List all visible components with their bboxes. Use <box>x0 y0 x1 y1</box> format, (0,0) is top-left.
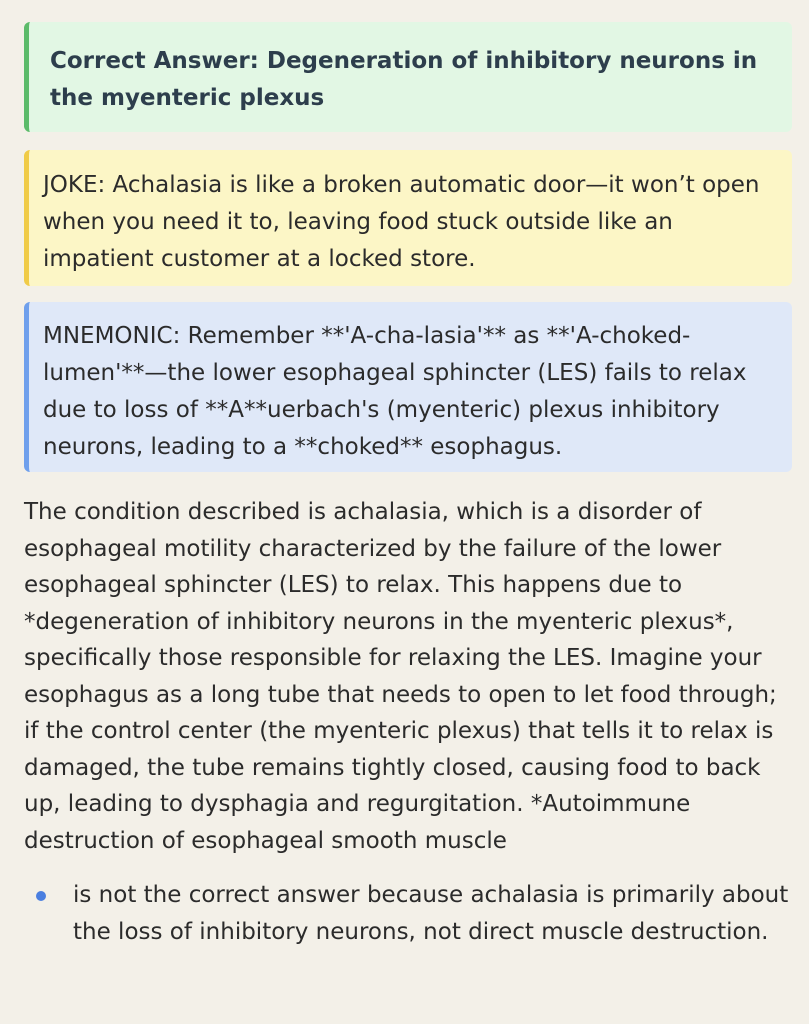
correct-answer-card <box>24 22 792 132</box>
option-bullet-list <box>24 877 792 950</box>
explanation-paragraph: The condition described is achalasia, which is a disorder of esophageal motility characterized by the failure of the lower esophageal sphincter (LES) to relax. This happens due to *degeneration of inhibitory neurons in the myenteric plexus*, specifically those responsible for relaxing the LES. Imagine your esophagus as a long tube that needs to open to let food through; if the control center (the myenteric plexus) that tells it to relax is damaged, the tube remains tightly closed, causing food to back up, leading to dysphagia and regurgitation. *Autoimmune destruction of esophageal smooth muscle <box>24 499 777 854</box>
joke-text: JOKE: Achalasia is like a broken automatic door—it won’t open when you need it to, leaving food stuck outside like an impatient customer at a locked store. <box>43 172 760 272</box>
mnemonic-card <box>24 302 792 472</box>
joke-card <box>24 150 792 286</box>
correct-answer-text: Correct Answer: Degeneration of inhibitory neurons in the myenteric plexus <box>50 48 758 111</box>
bullet-dot-icon <box>36 891 46 901</box>
bullet-text: is not the correct answer because achalasia is primarily about the loss of inhibitory neurons, not direct muscle destruction. <box>73 882 789 945</box>
mnemonic-text: MNEMONIC: Remember **'A-cha-lasia'** as **'A-choked-lumen'**—the lower esophageal sphincter (LES) fails to relax due to loss of **A**uerbach's (myenteric) plexus inhibitory neurons, leading to a **choked** esophagus. <box>43 323 747 460</box>
list-item <box>24 877 792 950</box>
